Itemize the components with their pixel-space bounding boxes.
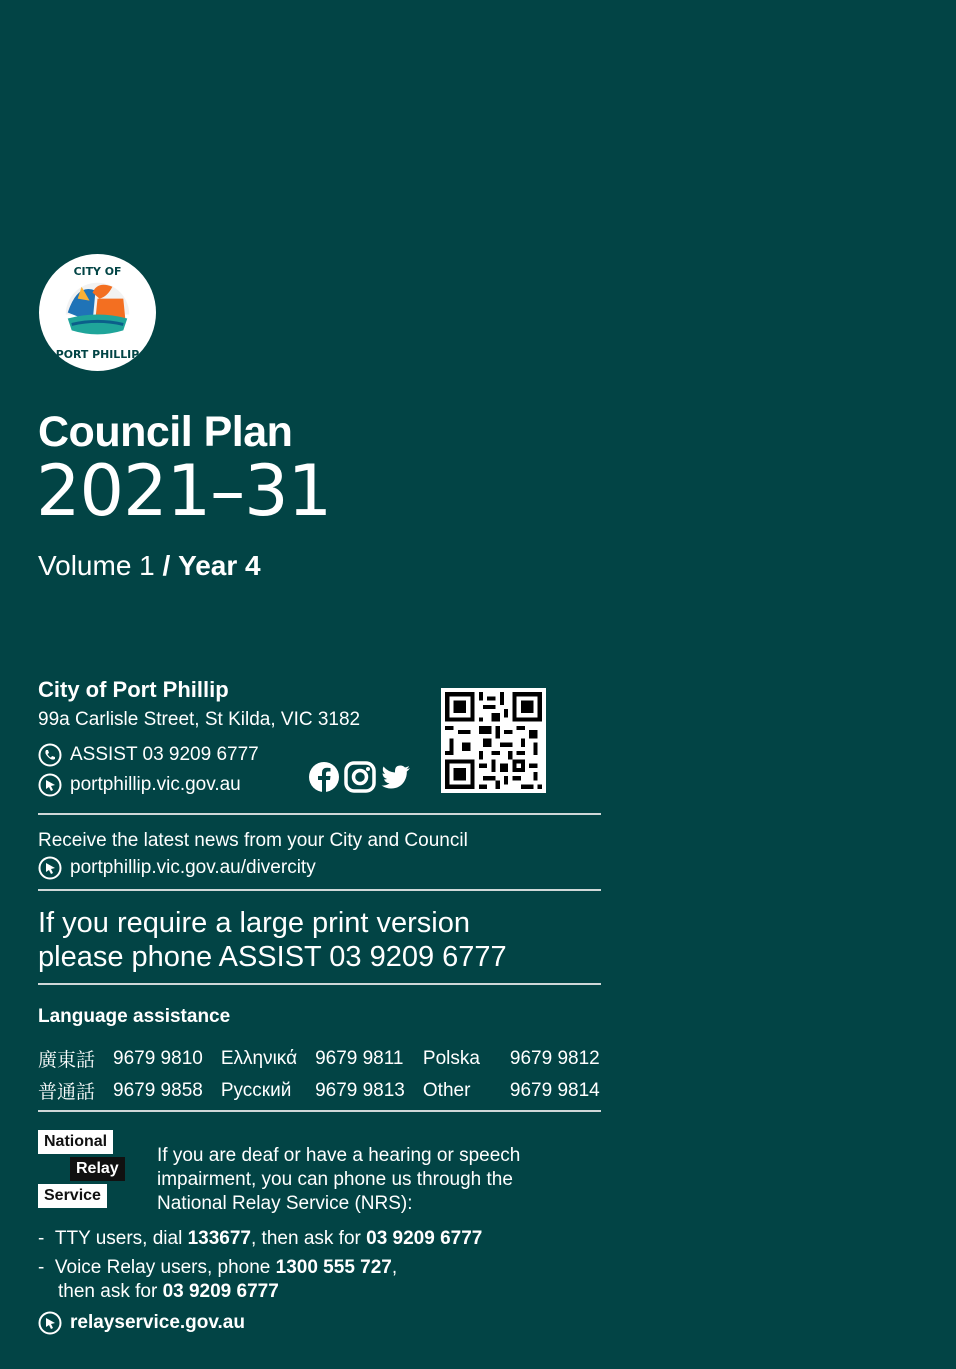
- qr-code: [441, 688, 546, 793]
- org-name: City of Port Phillip: [38, 677, 229, 702]
- divider: [38, 1110, 601, 1112]
- language-name: Ελληνικά: [220, 1047, 298, 1069]
- large-print-line-1: If you require a large print version: [38, 907, 470, 939]
- cursor-icon: [38, 1311, 62, 1335]
- social-icons: [308, 761, 412, 793]
- language-name: 普通話: [38, 1082, 96, 1103]
- twitter-icon[interactable]: [380, 761, 412, 793]
- nrs-logo-word: Relay: [70, 1157, 125, 1181]
- language-table: [38, 1045, 600, 1109]
- city-of-port-phillip-logo: [38, 253, 157, 372]
- language-name: 廣東話: [38, 1050, 96, 1071]
- svg-text:PORT PHILLIP: PORT PHILLIP: [55, 348, 140, 362]
- phone-number: ASSIST 03 9209 6777: [70, 744, 259, 765]
- voice-relay-line: - Voice Relay users, phone 1300 555 727,: [38, 1257, 398, 1278]
- language-number: 9679 9812: [509, 1047, 600, 1069]
- language-number: 9679 9814: [509, 1079, 600, 1101]
- large-print-notice: [38, 906, 507, 974]
- tty-line: - TTY users, dial 133677, then ask for 03 9209 6777: [38, 1228, 483, 1249]
- instagram-icon[interactable]: [344, 761, 376, 793]
- news-link-row[interactable]: [38, 856, 316, 880]
- language-number: 9679 9813: [315, 1079, 405, 1101]
- title-years: 2021–31: [36, 450, 332, 532]
- volume-prefix: Volume 1: [38, 550, 155, 581]
- cursor-icon: [38, 856, 62, 880]
- cursor-icon: [38, 773, 62, 797]
- nrs-intro: If you are deaf or have a hearing or speech impairment, you can phone us through the National Relay Service (NRS):: [157, 1145, 521, 1214]
- nrs-logo-word: National: [38, 1130, 113, 1154]
- phone-row: [38, 743, 259, 767]
- volume-slash: /: [162, 550, 171, 581]
- divider: [38, 813, 601, 815]
- language-name: Русский: [220, 1079, 292, 1101]
- facebook-icon[interactable]: [308, 761, 340, 793]
- language-number: 9679 9858: [113, 1079, 203, 1101]
- language-row: [38, 1045, 600, 1077]
- nrs-logo-word: Service: [38, 1184, 107, 1208]
- large-print-line-2: please phone ASSIST 03 9209 6777: [38, 941, 507, 973]
- voice-relay-line-2: then ask for 03 9209 6777: [58, 1281, 279, 1302]
- phone-icon: [38, 743, 62, 767]
- svg-text:CITY OF: CITY OF: [73, 264, 122, 278]
- volume-year: Year 4: [178, 550, 261, 581]
- relay-link-row[interactable]: [38, 1311, 245, 1335]
- divider: [38, 983, 601, 985]
- news-text: Receive the latest news from your City and Council: [38, 830, 468, 851]
- org-address: 99a Carlisle Street, St Kilda, VIC 3182: [38, 709, 361, 730]
- language-name: Other: [422, 1079, 471, 1101]
- divider: [38, 889, 601, 891]
- nrs-logo: [38, 1130, 138, 1208]
- relay-link[interactable]: relayservice.gov.au: [70, 1312, 245, 1333]
- language-number: 9679 9811: [315, 1047, 404, 1069]
- website-row[interactable]: [38, 773, 241, 797]
- website-link[interactable]: portphillip.vic.gov.au: [70, 774, 241, 795]
- language-heading: Language assistance: [38, 1006, 231, 1027]
- language-row: [38, 1077, 600, 1109]
- language-number: 9679 9810: [113, 1047, 203, 1069]
- title-line-1: Council Plan: [38, 408, 293, 456]
- news-link[interactable]: portphillip.vic.gov.au/divercity: [70, 857, 316, 878]
- language-name: Polska: [422, 1047, 480, 1069]
- volume-label: [38, 550, 261, 582]
